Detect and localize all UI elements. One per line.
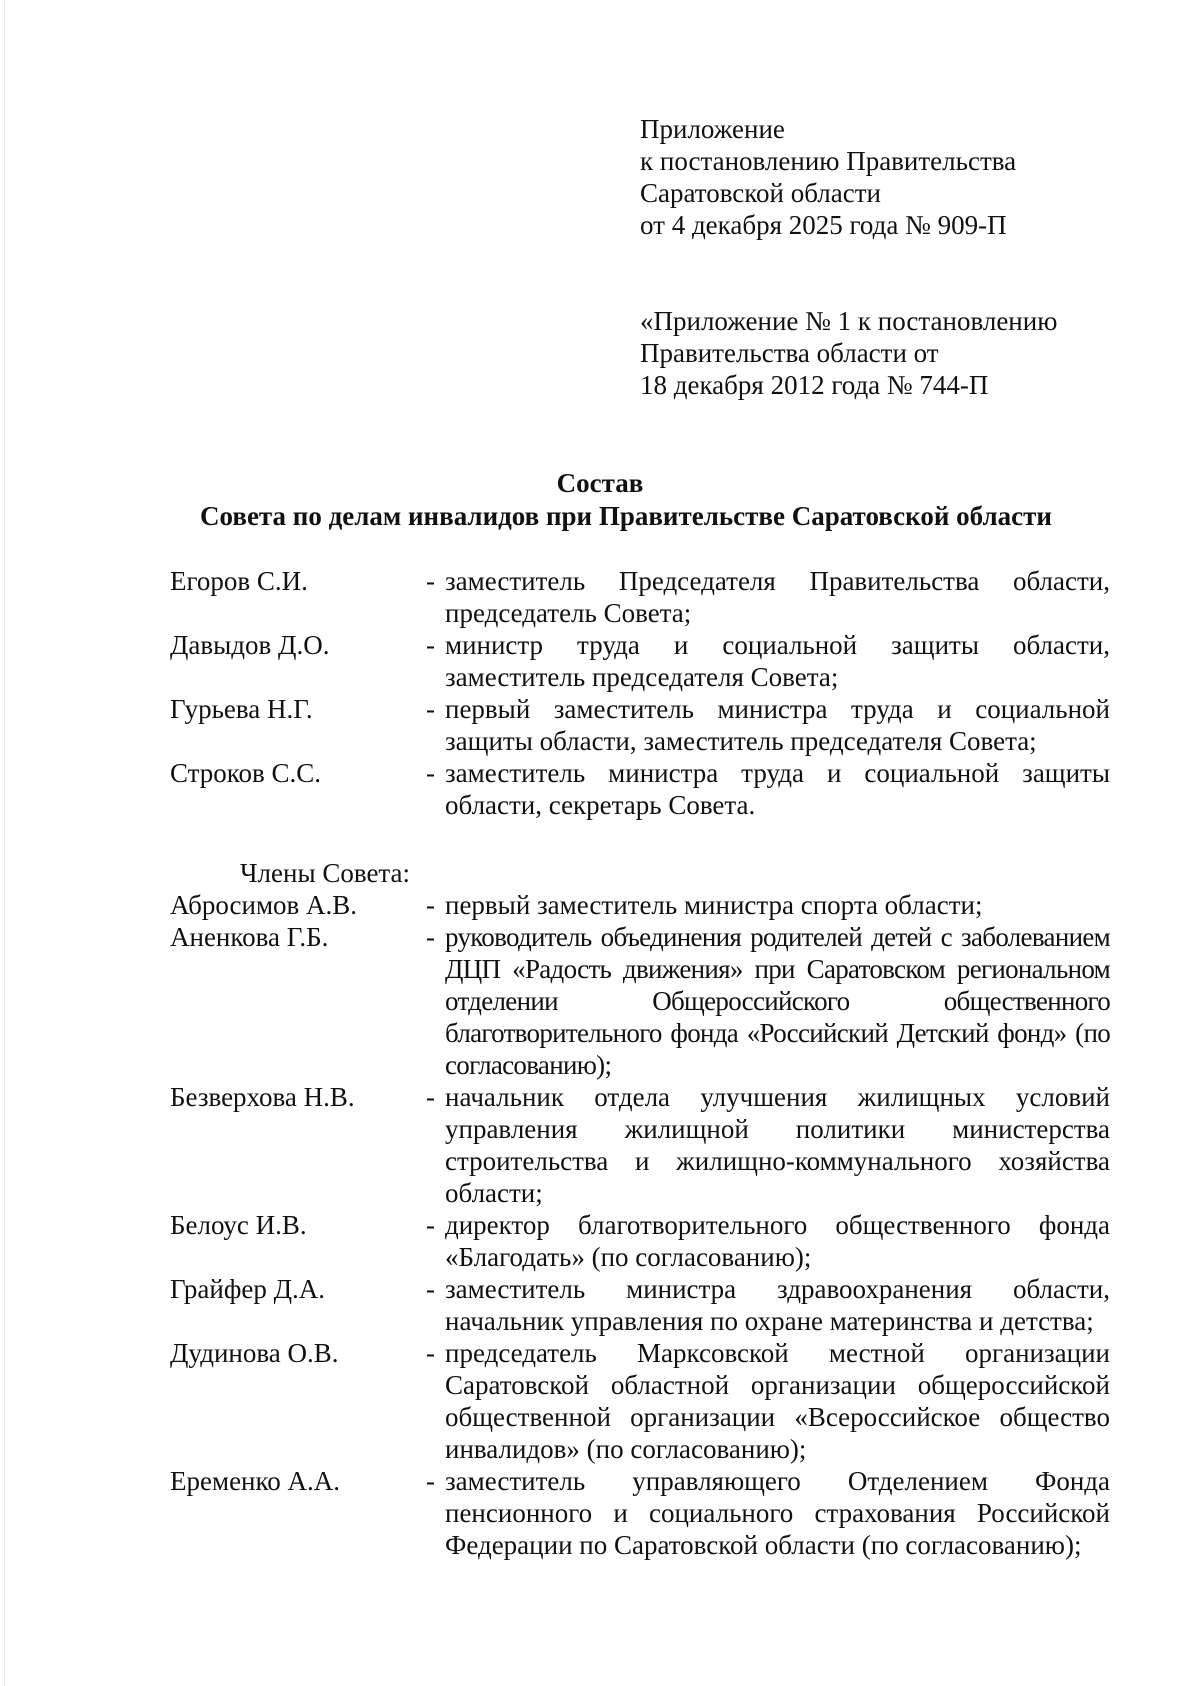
person-name: Аненкова Г.Б.	[170, 922, 329, 952]
original-appendix-line: 18 декабря 2012 года № 744-П	[640, 370, 989, 400]
dash-separator: -	[426, 1274, 435, 1304]
person-name: Строков С.С.	[170, 758, 322, 788]
person-name: Давыдов Д.О.	[170, 630, 330, 660]
person-name: Безверхова Н.В.	[170, 1082, 355, 1112]
dash-separator: -	[426, 1338, 435, 1368]
person-name: Дудинова О.В.	[170, 1338, 339, 1368]
dash-separator: -	[426, 758, 435, 788]
roster-row	[170, 1081, 1110, 1209]
person-role: заместитель министра здравоохранения области, начальник управления по охране материнства и детства;	[445, 1274, 1110, 1336]
person-role: начальник отдела улучшения жилищных условий управления жилищной политики министерства строительства и жилищно-коммунального хозяйства области;	[445, 1082, 1110, 1208]
members-list	[170, 889, 1110, 1561]
roster-row	[170, 889, 1110, 921]
roster-row	[170, 629, 1110, 693]
roster-row	[170, 1337, 1110, 1465]
person-role: первый заместитель министра спорта области;	[445, 890, 983, 920]
dash-separator: -	[426, 694, 435, 724]
dash-separator: -	[426, 1210, 435, 1240]
person-role: руководитель объединения родителей детей с заболеванием ДЦП «Радость движения» при Саратовском региональном отделении Общероссийского общественного благотворительного фонда «Российский Детский фонд» (по согласованию);	[445, 922, 1110, 1080]
person-name: Грайфер Д.А.	[170, 1274, 325, 1304]
original-appendix-header	[640, 305, 1057, 401]
document-title: Состав	[556, 468, 644, 498]
person-role: заместитель министра труда и социальной защиты области, секретарь Совета.	[445, 758, 1110, 820]
roster-row	[170, 1209, 1110, 1273]
members-heading: Члены Совета:	[240, 858, 411, 888]
original-appendix-line: «Приложение № 1 к постановлению	[640, 306, 1058, 336]
dash-separator: -	[426, 890, 435, 920]
person-role: председатель Марксовской местной организации Саратовской областной организации общероссийской общественной организации «Всероссийское общество инвалидов» (по согласованию);	[445, 1338, 1110, 1464]
person-name: Абросимов А.В.	[170, 890, 358, 920]
roster-row	[170, 565, 1110, 629]
person-name: Белоус И.В.	[170, 1210, 307, 1240]
appendix-line: Приложение	[640, 114, 785, 144]
scan-edge-line	[4, 0, 5, 1686]
dash-separator: -	[426, 922, 435, 952]
dash-separator: -	[426, 1082, 435, 1112]
appendix-header	[640, 113, 1016, 241]
document-subtitle: Совета по делам инвалидов при Правительстве Саратовской области	[200, 501, 1052, 531]
person-role: заместитель Председателя Правительства области, председатель Совета;	[445, 566, 1110, 628]
person-role: заместитель управляющего Отделением Фонда пенсионного и социального страхования Российской Федерации по Саратовской области (по согласованию);	[445, 1466, 1110, 1560]
appendix-line: Саратовской области	[640, 178, 881, 208]
original-appendix-line: Правительства области от	[640, 338, 939, 368]
person-name: Гурьева Н.Г.	[170, 694, 313, 724]
person-name: Егоров С.И.	[170, 566, 308, 596]
person-name: Еременко А.А.	[170, 1466, 340, 1496]
dash-separator: -	[426, 566, 435, 596]
appendix-line: к постановлению Правительства	[640, 146, 1017, 176]
roster-row	[170, 1465, 1110, 1561]
leadership-list	[170, 565, 1110, 821]
person-role: министр труда и социальной защиты области, заместитель председателя Совета;	[445, 630, 1110, 692]
dash-separator: -	[426, 1466, 435, 1496]
roster-row	[170, 693, 1110, 757]
appendix-line: от 4 декабря 2025 года № 909-П	[640, 210, 1007, 240]
person-role: первый заместитель министра труда и социальной защиты области, заместитель председателя Совета;	[445, 694, 1110, 756]
dash-separator: -	[426, 630, 435, 660]
roster-row	[170, 921, 1110, 1081]
council-roster	[170, 565, 1110, 1561]
roster-row	[170, 757, 1110, 821]
person-role: директор благотворительного общественного фонда «Благодать» (по согласованию);	[445, 1210, 1110, 1272]
roster-row	[170, 1273, 1110, 1337]
